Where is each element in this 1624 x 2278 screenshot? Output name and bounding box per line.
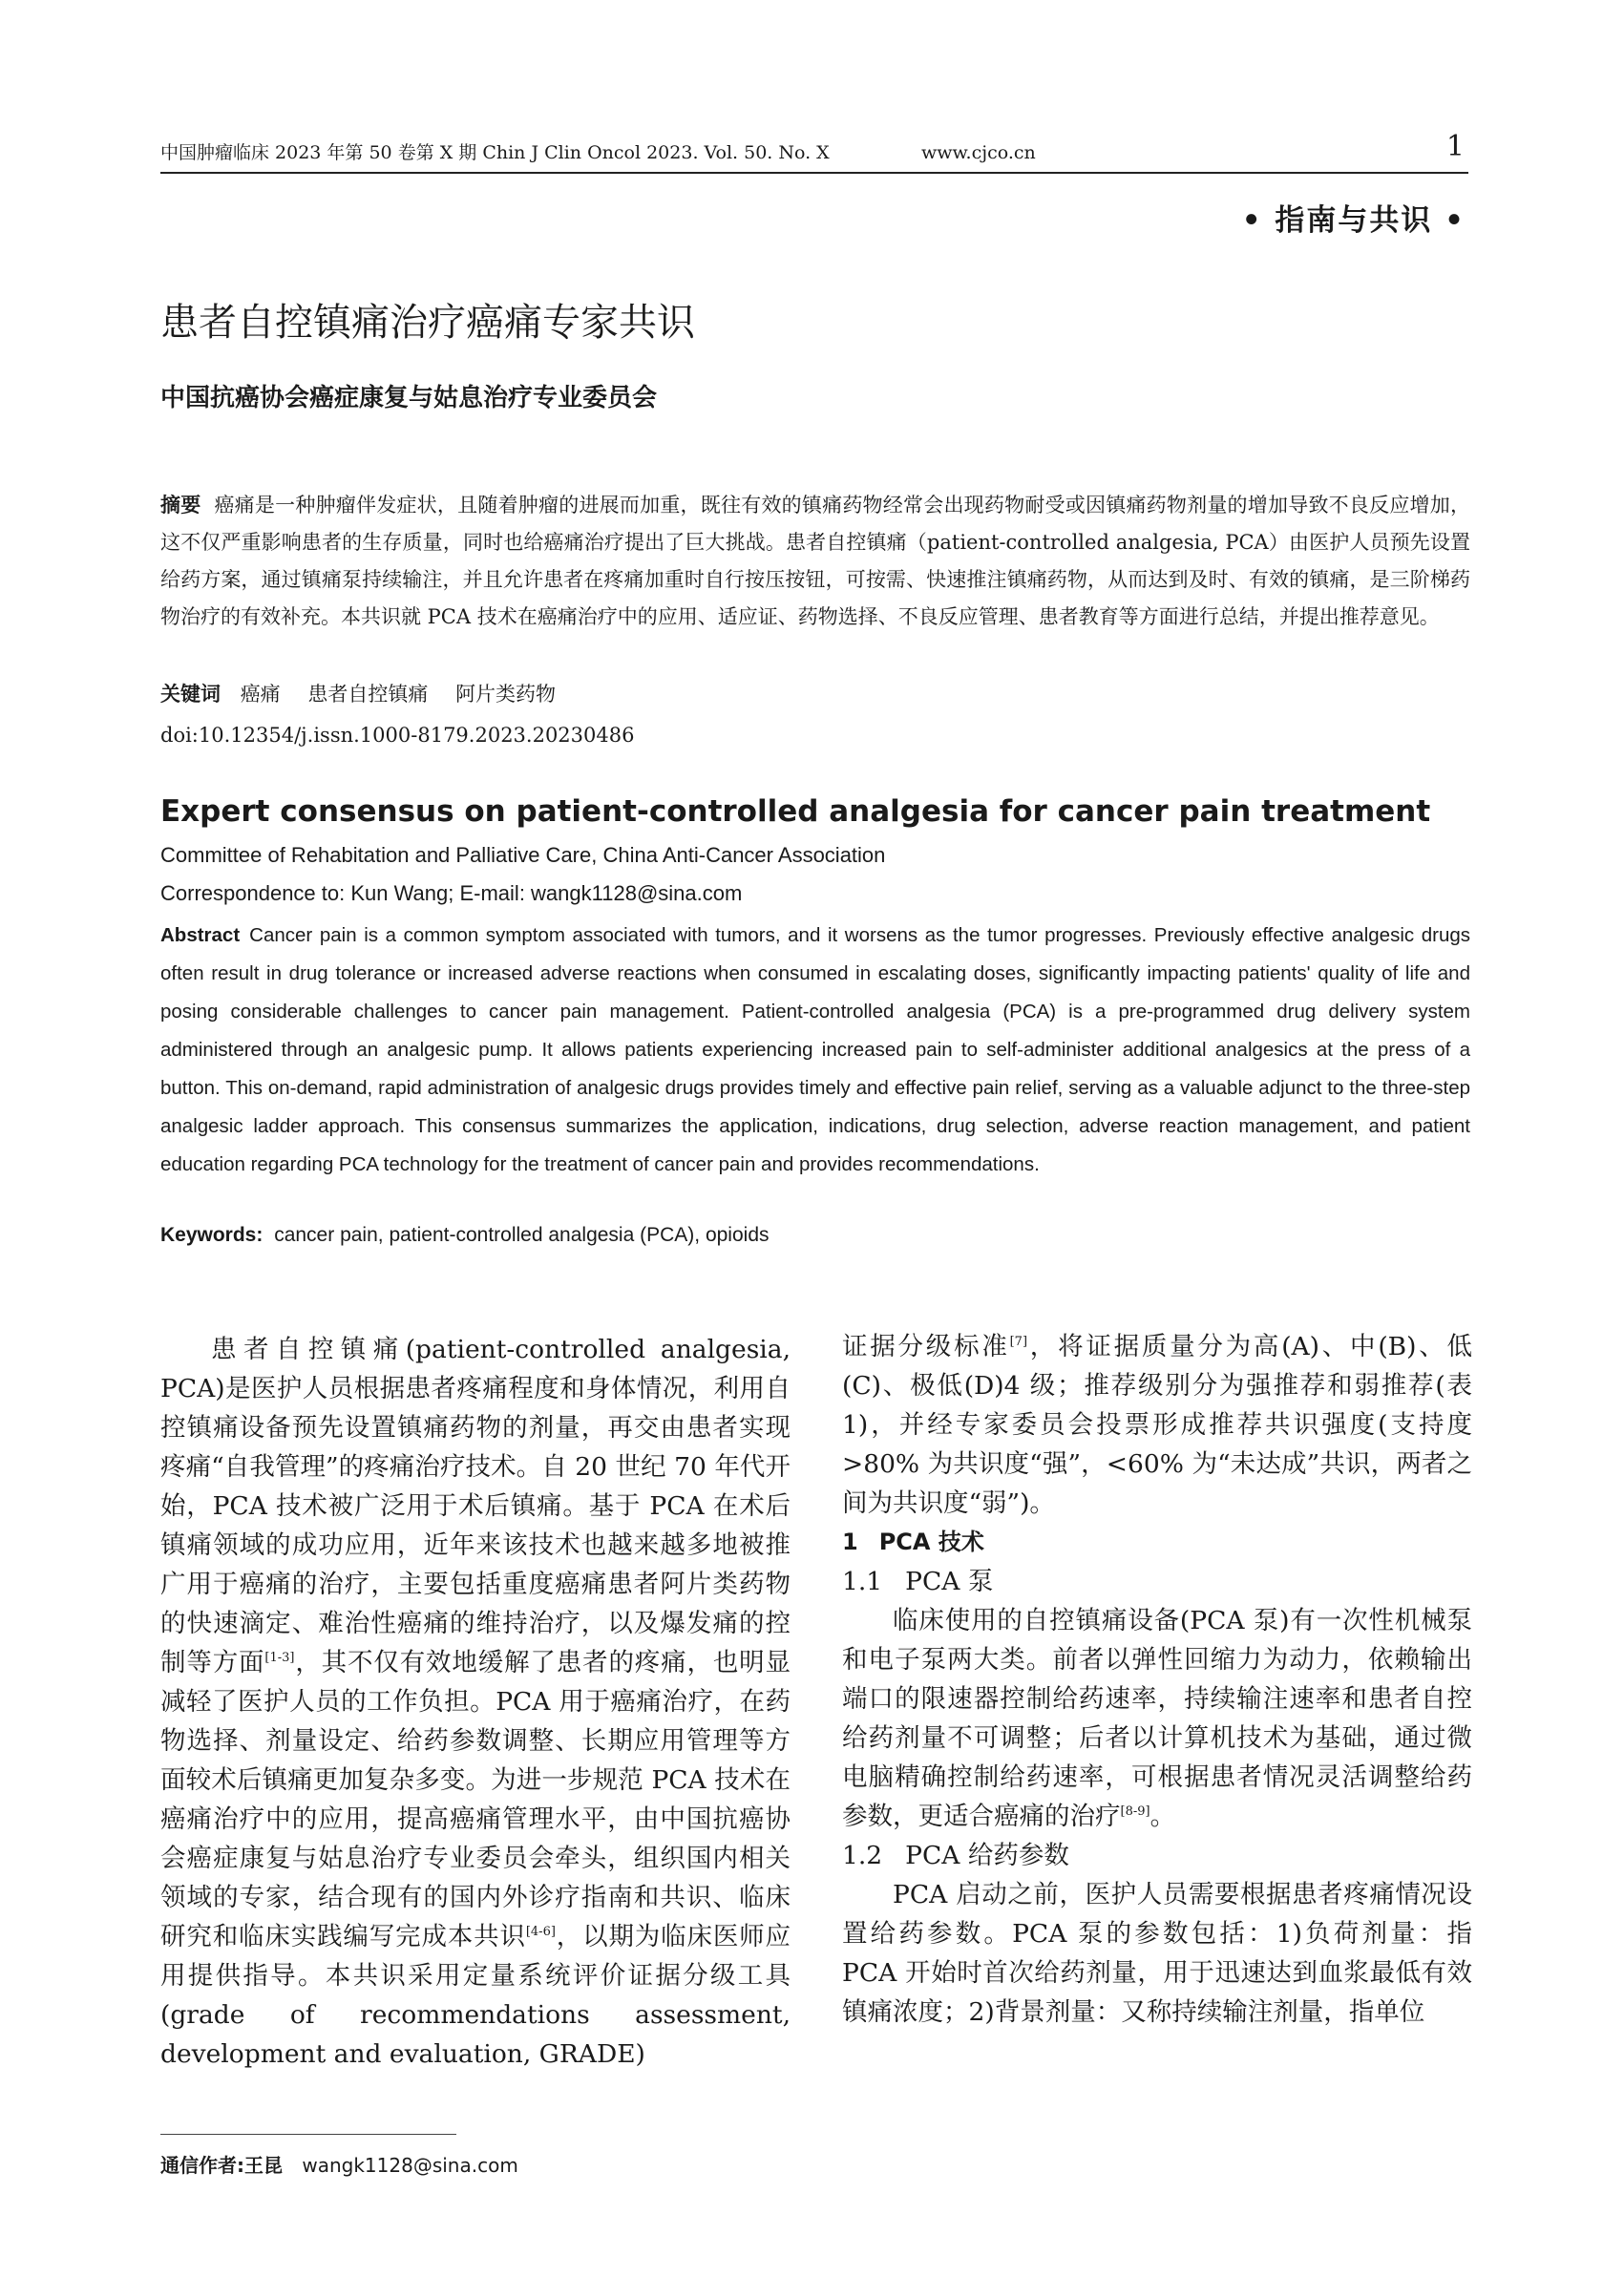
keywords-en-text: cancer pain, patient-controlled analgesia (PCA), opioids <box>274 1224 770 1246</box>
body-paragraph <box>842 1327 1472 1523</box>
body-paragraph <box>842 1601 1472 1836</box>
keywords-cn <box>160 677 577 711</box>
body-text: 证据分级标准 <box>842 1332 1010 1361</box>
abstract-en <box>160 917 1470 1184</box>
page-number: 1 <box>1445 130 1465 163</box>
journal-citation: 中国肿瘤临床 2023 年第 50 卷第 X 期 Chin J Clin Oncol 2023. Vol. 50. No. X <box>160 142 830 163</box>
keywords-en <box>160 1219 770 1252</box>
body-text: ，将证据质量分为高(A)、中(B)、低(C)、极低(D)4 级；推荐级别分为强推荐和弱推荐(表 1)，并经专家委员会投票形成推荐共识强度(支持度>80% 为共识度“强”，<60% 为“未达成”共识，两者之间为共识度“弱”)。 <box>842 1332 1473 1518</box>
author-cn: 中国抗癌协会癌症康复与姑息治疗专业委员会 <box>160 384 658 412</box>
article-title-cn: 患者自控镇痛治疗癌痛专家共识 <box>160 301 695 345</box>
abstract-en-label: Abstract <box>160 924 241 946</box>
body-text: 。 <box>1149 1802 1176 1831</box>
citation-ref[interactable]: [4-6] <box>525 1925 556 1940</box>
article-title-en: Expert consensus on patient-controlled analgesia for cancer pain treatment <box>160 794 1431 829</box>
subsection-heading <box>842 1562 1472 1601</box>
section-number: 1 <box>842 1529 858 1555</box>
keywords-cn-label: 关键词 <box>160 683 221 706</box>
correspondence-en: Correspondence to: Kun Wang; E-mail: wangk1128@sina.com <box>160 881 743 905</box>
citation-ref[interactable]: [7] <box>1009 1335 1028 1350</box>
journal-url[interactable]: www.cjco.cn <box>921 142 1036 163</box>
body-column-left <box>160 1330 791 2074</box>
body-text: 患者自控镇痛(patient-controlled analgesia, PCA)是医护人员根据患者疼痛程度和身体情况，利用自控镇痛设备预先设置镇痛药物的剂量，再交由患者实现疼痛“自我管理”的疼痛治疗技术。自 20 世纪 70 年代开始，PCA 技术被广泛用于术后镇痛。基于 PCA 在术后镇痛领域的成功应用，近年来该技术也越来越多地被推广用于癌痛的治疗，主要包括重度癌痛患者阿片类药物的快速滴定、难治性癌痛的维持治疗，以及爆发痛的控制等方面 <box>160 1335 791 1677</box>
citation-ref[interactable]: [8-9] <box>1120 1804 1150 1820</box>
citation-ref[interactable]: [1-3] <box>264 1651 295 1666</box>
column-tag: • 指南与共识 • <box>1241 203 1466 238</box>
footnote-divider <box>160 2134 456 2135</box>
section-heading <box>842 1523 1472 1562</box>
keyword-cn: 阿片类药物 <box>455 683 557 706</box>
keyword-cn: 癌痛 <box>240 683 281 706</box>
subsection-title: PCA 泵 <box>905 1567 994 1596</box>
body-column-right <box>842 1327 1472 2032</box>
running-header <box>160 130 1468 174</box>
keyword-cn: 患者自控镇痛 <box>307 683 429 706</box>
subsection-number: 1.2 <box>842 1841 883 1870</box>
footnote <box>160 2151 518 2180</box>
abstract-en-text: Cancer pain is a common symptom associated with tumors, and it worsens as the tumor progresses. Previously effective analgesic drugs often result in drug tolerance or increased adverse reactions when consumed in escalating doses, significantly impacting patients' quality of life and posing considerable challenges to cancer pain management. Patient-controlled analgesia (PCA) is a pre-programmed drug delivery system administered through an analgesic pump. It allows patients experiencing increased pain to self-administer additional analgesics at the press of a button. This on-demand, rapid administration of analgesic drugs provides timely and effective pain relief, serving as a valuable adjunct to the three-step analgesic ladder approach. This consensus summarizes the application, indications, drug selection, adverse reaction management, and patient education regarding PCA technology for the treatment of cancer pain and provides recommendations. <box>160 924 1470 1175</box>
body-paragraph <box>160 1330 791 2074</box>
abstract-cn-text: 癌痛是一种肿瘤伴发症状，且随着肿瘤的进展而加重，既往有效的镇痛药物经常会出现药物耐受或因镇痛药物剂量的增加导致不良反应增加，这不仅严重影响患者的生存质量，同时也给癌痛治疗提出了巨大挑战。患者自控镇痛（patient-controlled analgesia, PCA）由医护人员预先设置给药方案，通过镇痛泵持续输注，并且允许患者在疼痛加重时自行按压按钮，可按需、快速推注镇痛药物，从而达到及时、有效的镇痛，是三阶梯药物治疗的有效补充。本共识就 PCA 技术在癌痛治疗中的应用、适应证、药物选择、不良反应管理、患者教育等方面进行总结，并提出推荐意见。 <box>160 494 1471 628</box>
subsection-heading <box>842 1836 1472 1875</box>
section-title: PCA 技术 <box>878 1529 984 1555</box>
subsection-number: 1.1 <box>842 1567 883 1596</box>
footnote-email[interactable]: wangk1128@sina.com <box>302 2154 518 2177</box>
footnote-label: 通信作者:王昆 <box>160 2154 283 2177</box>
abstract-cn <box>160 487 1470 636</box>
author-en: Committee of Rehabitation and Palliative Care, China Anti-Cancer Association <box>160 843 886 867</box>
subsection-title: PCA 给药参数 <box>905 1841 1069 1870</box>
body-paragraph: PCA 启动之前，医护人员需要根据患者疼痛情况设置给药参数。PCA 泵的参数包括：1)负荷剂量：指 PCA 开始时首次给药剂量，用于迅速达到血浆最低有效镇痛浓度；2)背景剂量：又称持续输注剂量，指单位 <box>842 1880 1472 2027</box>
abstract-cn-label: 摘要 <box>160 494 201 517</box>
body-text: ，其不仅有效地缓解了患者的疼痛，也明显减轻了医护人员的工作负担。PCA 用于癌痛治疗，在药物选择、剂量设定、给药参数调整、长期应用管理等方面较术后镇痛更加复杂多变。为进一步规范 PCA 技术在癌痛治疗中的应用，提高癌痛管理水平，由中国抗癌协会癌症康复与姑息治疗专业委员会牵头，组织国内相关领域的专家，结合现有的国内外诊疗指南和共识、临床研究和临床实践编写完成本共识 <box>160 1648 791 1951</box>
body-text: ，以期为临床医师应用提供指导。本共识采用定量系统评价证据分级工具(grade of recommendations assessment, development and evaluation, GRADE) <box>160 1922 791 2069</box>
doi[interactable]: doi:10.12354/j.issn.1000-8179.2023.20230486 <box>160 724 635 747</box>
body-text: 临床使用的自控镇痛设备(PCA 泵)有一次性机械泵和电子泵两大类。前者以弹性回缩力为动力，依赖输出端口的限速器控制给药速率，持续输注速率和患者自控给药剂量不可调整；后者以计算机技术为基础，通过微电脑精确控制给药速率，可根据患者情况灵活调整给药参数，更适合癌痛的治疗 <box>842 1606 1472 1831</box>
keywords-en-label: Keywords: <box>160 1224 264 1246</box>
